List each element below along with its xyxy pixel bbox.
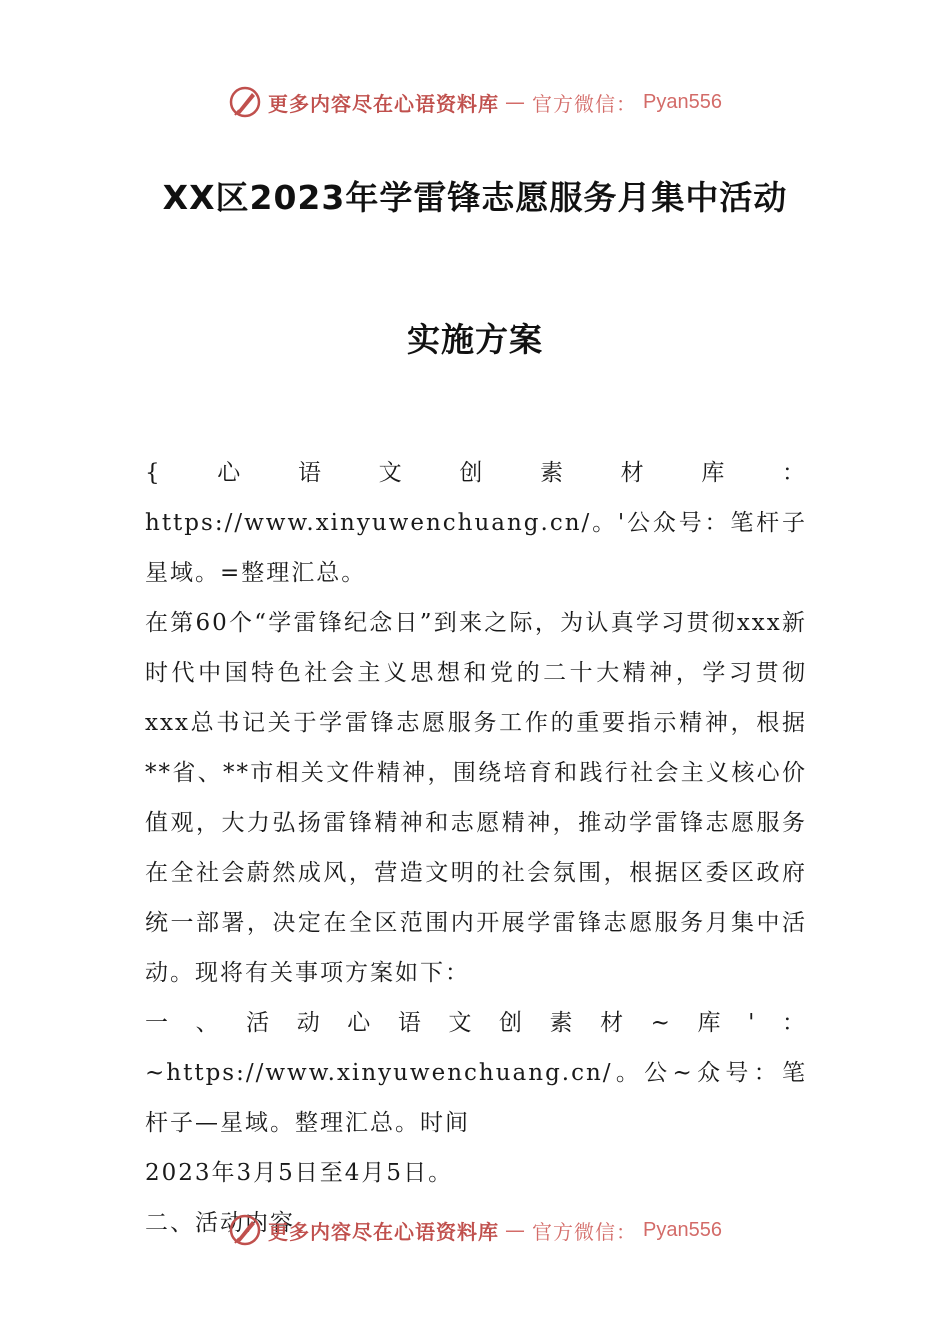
watermark-brand: 更多内容尽在心语资料库 [268, 91, 500, 116]
activity-date-paragraph: 2023年3月5日至4月5日。 [145, 1160, 454, 1186]
watermark-separator: — [505, 1218, 527, 1242]
section-one-heading: 一、活动心语文创素材~库'：~https://www.xinyuwenchuang.cn/。公~众号：笔杆子—星域。整理汇总。时间 [145, 1010, 807, 1136]
watermark-wechat-id: Pyan556 [643, 90, 722, 113]
watermark-header [0, 82, 950, 122]
intro-paragraph: 在第60个“学雷锋纪念日”到来之际，为认真学习贯彻xxx新时代中国特色社会主义思想和党的二十大精神，学习贯彻xxx总书记关于学雷锋志愿服务工作的重要指示精神，根据**省、**市相关文件精神，围绕培育和践行社会主义核心价值观，大力弘扬雷锋精神和志愿精神，推动学雷锋志愿服务在全社会蔚然成风，营造文明的社会氛围，根据区委区政府统一部署，决定在全区范围内开展学雷锋志愿服务月集中活动。现将有关事项方案如下： [145, 610, 807, 986]
document-title-line1: XX区2023年学雷锋志愿服务月集中活动 [162, 178, 788, 217]
quill-pen-logo-icon [228, 1213, 262, 1247]
watermark-wechat-id: Pyan556 [643, 1218, 722, 1241]
section-two-heading: 二、活动内容 [145, 1210, 295, 1236]
document-title-line2: 实施方案 [407, 320, 543, 359]
document-body [145, 448, 807, 1248]
watermark-contact-label: 官方微信： [532, 1219, 638, 1244]
watermark-separator: — [505, 90, 527, 114]
watermark-footer [0, 1210, 950, 1250]
source-note-paragraph: {心语文创素材库：https://www.xinyuwenchuang.cn/。'公众号：笔杆子星域。=整理汇总。 [145, 460, 807, 586]
quill-pen-logo-icon [228, 85, 262, 119]
watermark-contact-label: 官方微信： [532, 91, 638, 116]
watermark-brand: 更多内容尽在心语资料库 [268, 1219, 500, 1244]
